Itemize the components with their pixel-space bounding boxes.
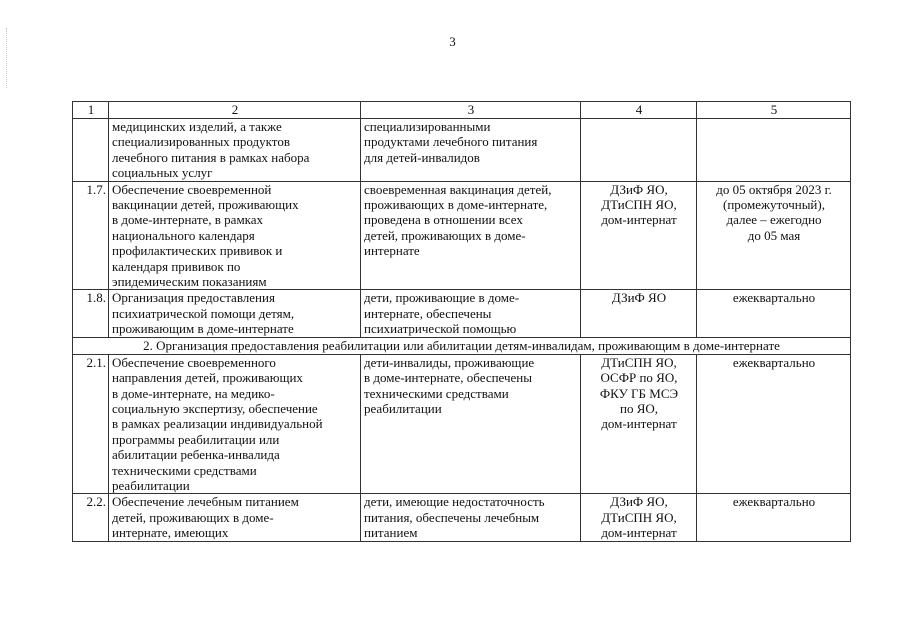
cell-line: социальных услуг	[112, 165, 213, 181]
cell-line: до 05 октября 2023 г.	[716, 181, 832, 197]
cell-line: дети, имеющие недостаточность	[364, 494, 545, 510]
deadline-cell	[697, 119, 851, 182]
cell-line: программы реабилитации или	[112, 431, 280, 447]
table-row	[73, 181, 851, 290]
cell-line: далее – ежегодно	[726, 212, 822, 228]
table-row	[73, 494, 851, 541]
cell-line: лечебного питания в рамках набора	[112, 149, 310, 165]
activities-table	[72, 101, 851, 542]
cell-line: календаря прививок по	[112, 258, 241, 274]
cell-line: в рамках реализации индивидуальной	[112, 416, 323, 432]
activity-cell	[109, 354, 361, 494]
cell-line: по ЯО,	[619, 400, 659, 416]
cell-line: ДТиСПН ЯО,	[601, 509, 677, 525]
cell-line: интернате, обеспечены	[364, 305, 492, 321]
cell-line: своевременная вакцинация детей,	[364, 181, 552, 197]
section-heading: 2. Организация предоставления реабилитации или абилитации детям-инвалидам, проживающим в доме-интернате	[73, 337, 851, 354]
activity-cell	[109, 119, 361, 182]
cell-line: социальную экспертизу, обеспечение	[112, 400, 318, 416]
result-cell	[361, 494, 581, 541]
cell-line: реабилитации	[364, 400, 442, 416]
cell-line: ежеквартально	[732, 494, 816, 510]
cell-line: медицинских изделий, а также	[112, 119, 282, 134]
activity-cell	[109, 290, 361, 337]
column-header: 3	[361, 102, 581, 119]
row-number: 1.8.	[73, 290, 109, 337]
row-number	[73, 119, 109, 182]
cell-line: ДЗиФ ЯО,	[610, 181, 668, 197]
cell-line: эпидемическим показаниям	[112, 274, 267, 290]
cell-line: Обеспечение своевременной	[112, 181, 272, 197]
row-number: 2.2.	[73, 494, 109, 541]
section-heading-row	[73, 337, 851, 354]
row-number: 2.1.	[73, 354, 109, 494]
cell-line: интернате, имеющих	[112, 525, 229, 541]
executors-cell	[581, 354, 697, 494]
table-header-row	[73, 102, 851, 119]
result-cell	[361, 181, 581, 290]
cell-line: психиатрической помощи детям,	[112, 305, 295, 321]
column-header: 2	[109, 102, 361, 119]
activity-cell	[109, 181, 361, 290]
cell-line: интернате	[364, 243, 420, 259]
row-number: 1.7.	[73, 181, 109, 290]
cell-line: направления детей, проживающих	[112, 370, 303, 386]
cell-line: дом-интернат	[601, 525, 677, 541]
executors-cell	[581, 119, 697, 182]
table-row	[73, 354, 851, 494]
cell-line: ФКУ ГБ МСЭ	[599, 385, 679, 401]
column-header: 5	[697, 102, 851, 119]
cell-line: детей, проживающих в доме-	[112, 509, 274, 525]
cell-line: дети, проживающие в доме-	[364, 290, 520, 306]
cell-line: ДТиСПН ЯО,	[601, 354, 677, 370]
cell-line: детей, проживающих в доме-	[364, 227, 526, 243]
cell-line: специализированных продуктов	[112, 134, 290, 150]
cell-line: в доме-интернате, на медико-	[112, 385, 275, 401]
cell-line: национального календаря	[112, 227, 255, 243]
cell-line: ДЗиФ ЯО,	[610, 494, 668, 510]
result-cell	[361, 119, 581, 182]
deadline-cell	[697, 354, 851, 494]
cell-line: дом-интернат	[601, 416, 677, 432]
result-cell	[361, 354, 581, 494]
cell-line: проживающим в доме-интернате	[112, 321, 294, 337]
cell-line: специализированными	[364, 119, 491, 134]
cell-line: техническими средствами	[112, 462, 257, 478]
cell-line: проживающих в доме-интернате,	[364, 197, 548, 213]
cell-line: профилактических прививок и	[112, 243, 283, 259]
cell-line: Организация предоставления	[112, 290, 275, 306]
cell-line: в доме-интернате, обеспечены	[364, 370, 532, 386]
cell-line: для детей-инвалидов	[364, 149, 480, 165]
cell-line: техническими средствами	[364, 385, 509, 401]
cell-line: ежеквартально	[732, 290, 816, 306]
column-header: 4	[581, 102, 697, 119]
cell-line: (промежуточный),	[723, 197, 825, 213]
cell-line: ОСФР по ЯО,	[600, 370, 678, 386]
table-row	[73, 119, 851, 182]
cell-line: абилитации ребенка-инвалида	[112, 447, 280, 463]
deadline-cell	[697, 181, 851, 290]
page-number: 3	[449, 34, 456, 49]
cell-line: реабилитации	[112, 477, 190, 493]
scan-edge-marks	[6, 28, 9, 88]
table-row	[73, 290, 851, 337]
deadline-cell	[697, 290, 851, 337]
activity-cell	[109, 494, 361, 541]
cell-line: ДТиСПН ЯО,	[601, 197, 677, 213]
executors-cell	[581, 290, 697, 337]
cell-line: продуктами лечебного питания	[364, 134, 538, 150]
column-header: 1	[73, 102, 109, 119]
cell-line: ежеквартально	[732, 354, 816, 370]
cell-line: дети-инвалиды, проживающие	[364, 354, 535, 370]
cell-line: в доме-интернате, в рамках	[112, 212, 264, 228]
cell-line: психиатрической помощью	[364, 321, 517, 337]
result-cell	[361, 290, 581, 337]
cell-line: питания, обеспечены лечебным	[364, 509, 540, 525]
cell-line: проведена в отношении всех	[364, 212, 523, 228]
cell-line: до 05 мая	[747, 227, 801, 243]
executors-cell	[581, 181, 697, 290]
cell-line: вакцинации детей, проживающих	[112, 197, 299, 213]
cell-line: питанием	[364, 525, 418, 541]
cell-line: Обеспечение своевременного	[112, 354, 276, 370]
cell-line: Обеспечение лечебным питанием	[112, 494, 299, 510]
executors-cell	[581, 494, 697, 541]
cell-line: ДЗиФ ЯО	[611, 290, 667, 306]
deadline-cell	[697, 494, 851, 541]
cell-line: дом-интернат	[601, 212, 677, 228]
